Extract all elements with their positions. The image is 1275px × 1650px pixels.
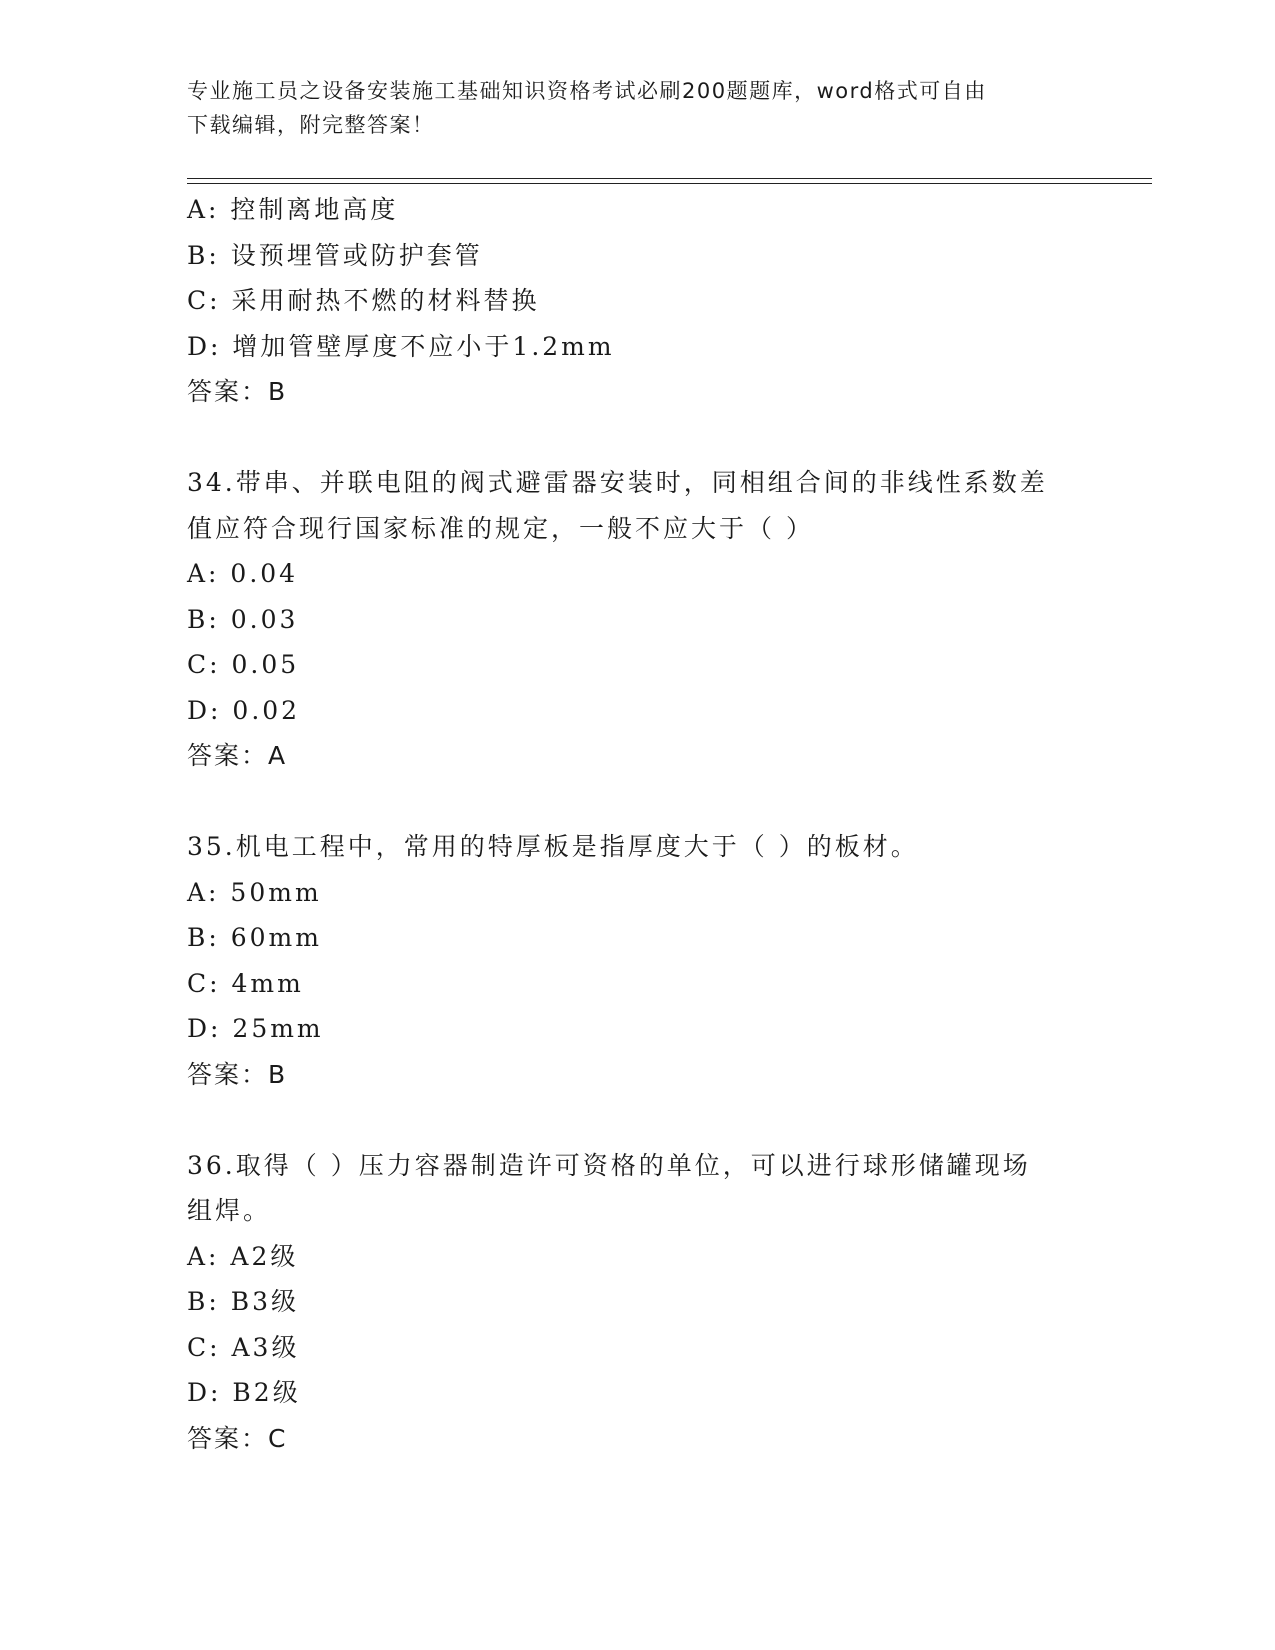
question-stem-line: 组焊。: [187, 1196, 272, 1225]
option-b: B: 设预埋管或防护套管: [187, 240, 483, 270]
question-stem-line: 34.带串、并联电阻的阀式避雷器安装时，同相组合间的非线性系数差: [187, 468, 1048, 497]
spacer: [187, 779, 1087, 825]
option-b: B: B3级: [187, 1287, 300, 1316]
header-line-1: 专业施工员之设备安装施工基础知识资格考试必刷200题题库，word格式可自由: [187, 79, 987, 103]
question-35: [187, 824, 1087, 1097]
option-c: C: 0.05: [187, 650, 300, 679]
question-list: [187, 187, 1087, 1461]
question-33-continued: [187, 187, 1087, 415]
option-d: D: 增加管壁厚度不应小于1.2mm: [187, 331, 615, 361]
option-a: A: 50mm: [187, 877, 322, 907]
question-34: [187, 460, 1087, 779]
document-header: [187, 74, 1077, 142]
header-line-2: 下载编辑，附完整答案！: [187, 113, 435, 137]
option-a: A: 控制离地高度: [187, 195, 399, 224]
option-c: C: 4mm: [187, 968, 304, 998]
spacer: [187, 1097, 1087, 1143]
option-c: C: A3级: [187, 1332, 300, 1362]
option-a: A: 0.04: [187, 559, 299, 588]
spacer: [187, 415, 1087, 461]
option-b: B: 60mm: [187, 923, 322, 952]
answer-line: 答案：A: [187, 741, 288, 770]
header-divider-bottom: [187, 183, 1152, 184]
question-stem-line: 35.机电工程中，常用的特厚板是指厚度大于（ ）的板材。: [187, 832, 919, 861]
option-a: A: A2级: [187, 1241, 299, 1271]
option-d: D: 0.02: [187, 695, 301, 725]
option-c: C: 采用耐热不燃的材料替换: [187, 286, 540, 315]
question-stem-line: 36.取得（ ）压力容器制造许可资格的单位，可以进行球形储罐现场: [187, 1150, 1031, 1180]
header-divider-top: [187, 178, 1152, 179]
answer-line: 答案：B: [187, 377, 288, 406]
option-d: D: 25mm: [187, 1014, 324, 1043]
option-d: D: B2级: [187, 1378, 301, 1407]
question-stem-line: 值应符合现行国家标准的规定，一般不应大于（ ）: [187, 513, 814, 543]
answer-line: 答案：C: [187, 1423, 288, 1453]
question-36: [187, 1143, 1087, 1462]
answer-line: 答案：B: [187, 1059, 288, 1089]
option-b: B: 0.03: [187, 604, 299, 634]
